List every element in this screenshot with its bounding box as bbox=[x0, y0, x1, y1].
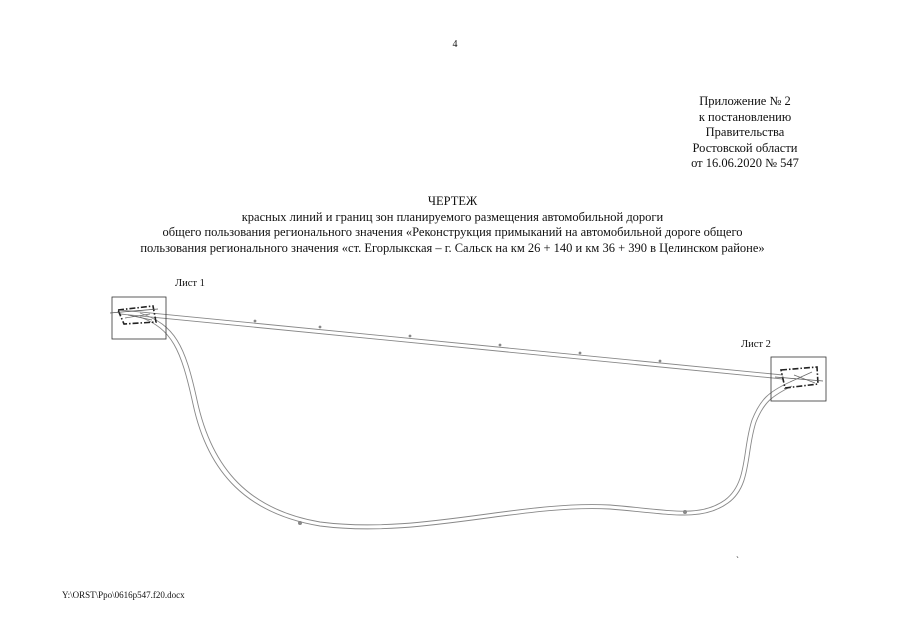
appendix-line: Ростовской области bbox=[692, 140, 798, 155]
sheet1-label: Лист 1 bbox=[175, 278, 205, 289]
straight-road bbox=[120, 310, 783, 379]
title-line: красных линий и границ зон планируемого размещения автомобильной дороги bbox=[241, 209, 664, 224]
sheet2-label: Лист 2 bbox=[741, 339, 771, 350]
stray-mark: ` bbox=[736, 555, 739, 565]
title-line: пользования регионального значения «ст. Егорлыкская – г. Сальск на км 26 + 140 и км 36 + 390 в Целинском районе» bbox=[140, 240, 765, 255]
sheet2-frame bbox=[741, 339, 826, 401]
appendix-line: от 16.06.2020 № 547 bbox=[691, 156, 799, 170]
sheet1-frame bbox=[110, 278, 205, 339]
appendix-line: Приложение № 2 bbox=[699, 94, 791, 108]
file-path-footer: Y:\ORST\Ppo\0616p547.f20.docx bbox=[62, 590, 185, 600]
road-markers bbox=[254, 320, 687, 525]
page-number: 4 bbox=[452, 39, 458, 50]
appendix-line: Правительства bbox=[705, 125, 785, 139]
appendix-line: к постановлению bbox=[698, 109, 792, 124]
document-heading: ЧЕРТЕЖ bbox=[427, 194, 478, 208]
curved-road bbox=[140, 313, 792, 529]
title-line: общего пользования регионального значения «Реконструкция примыканий на автомобильной дороге общего bbox=[162, 225, 743, 239]
